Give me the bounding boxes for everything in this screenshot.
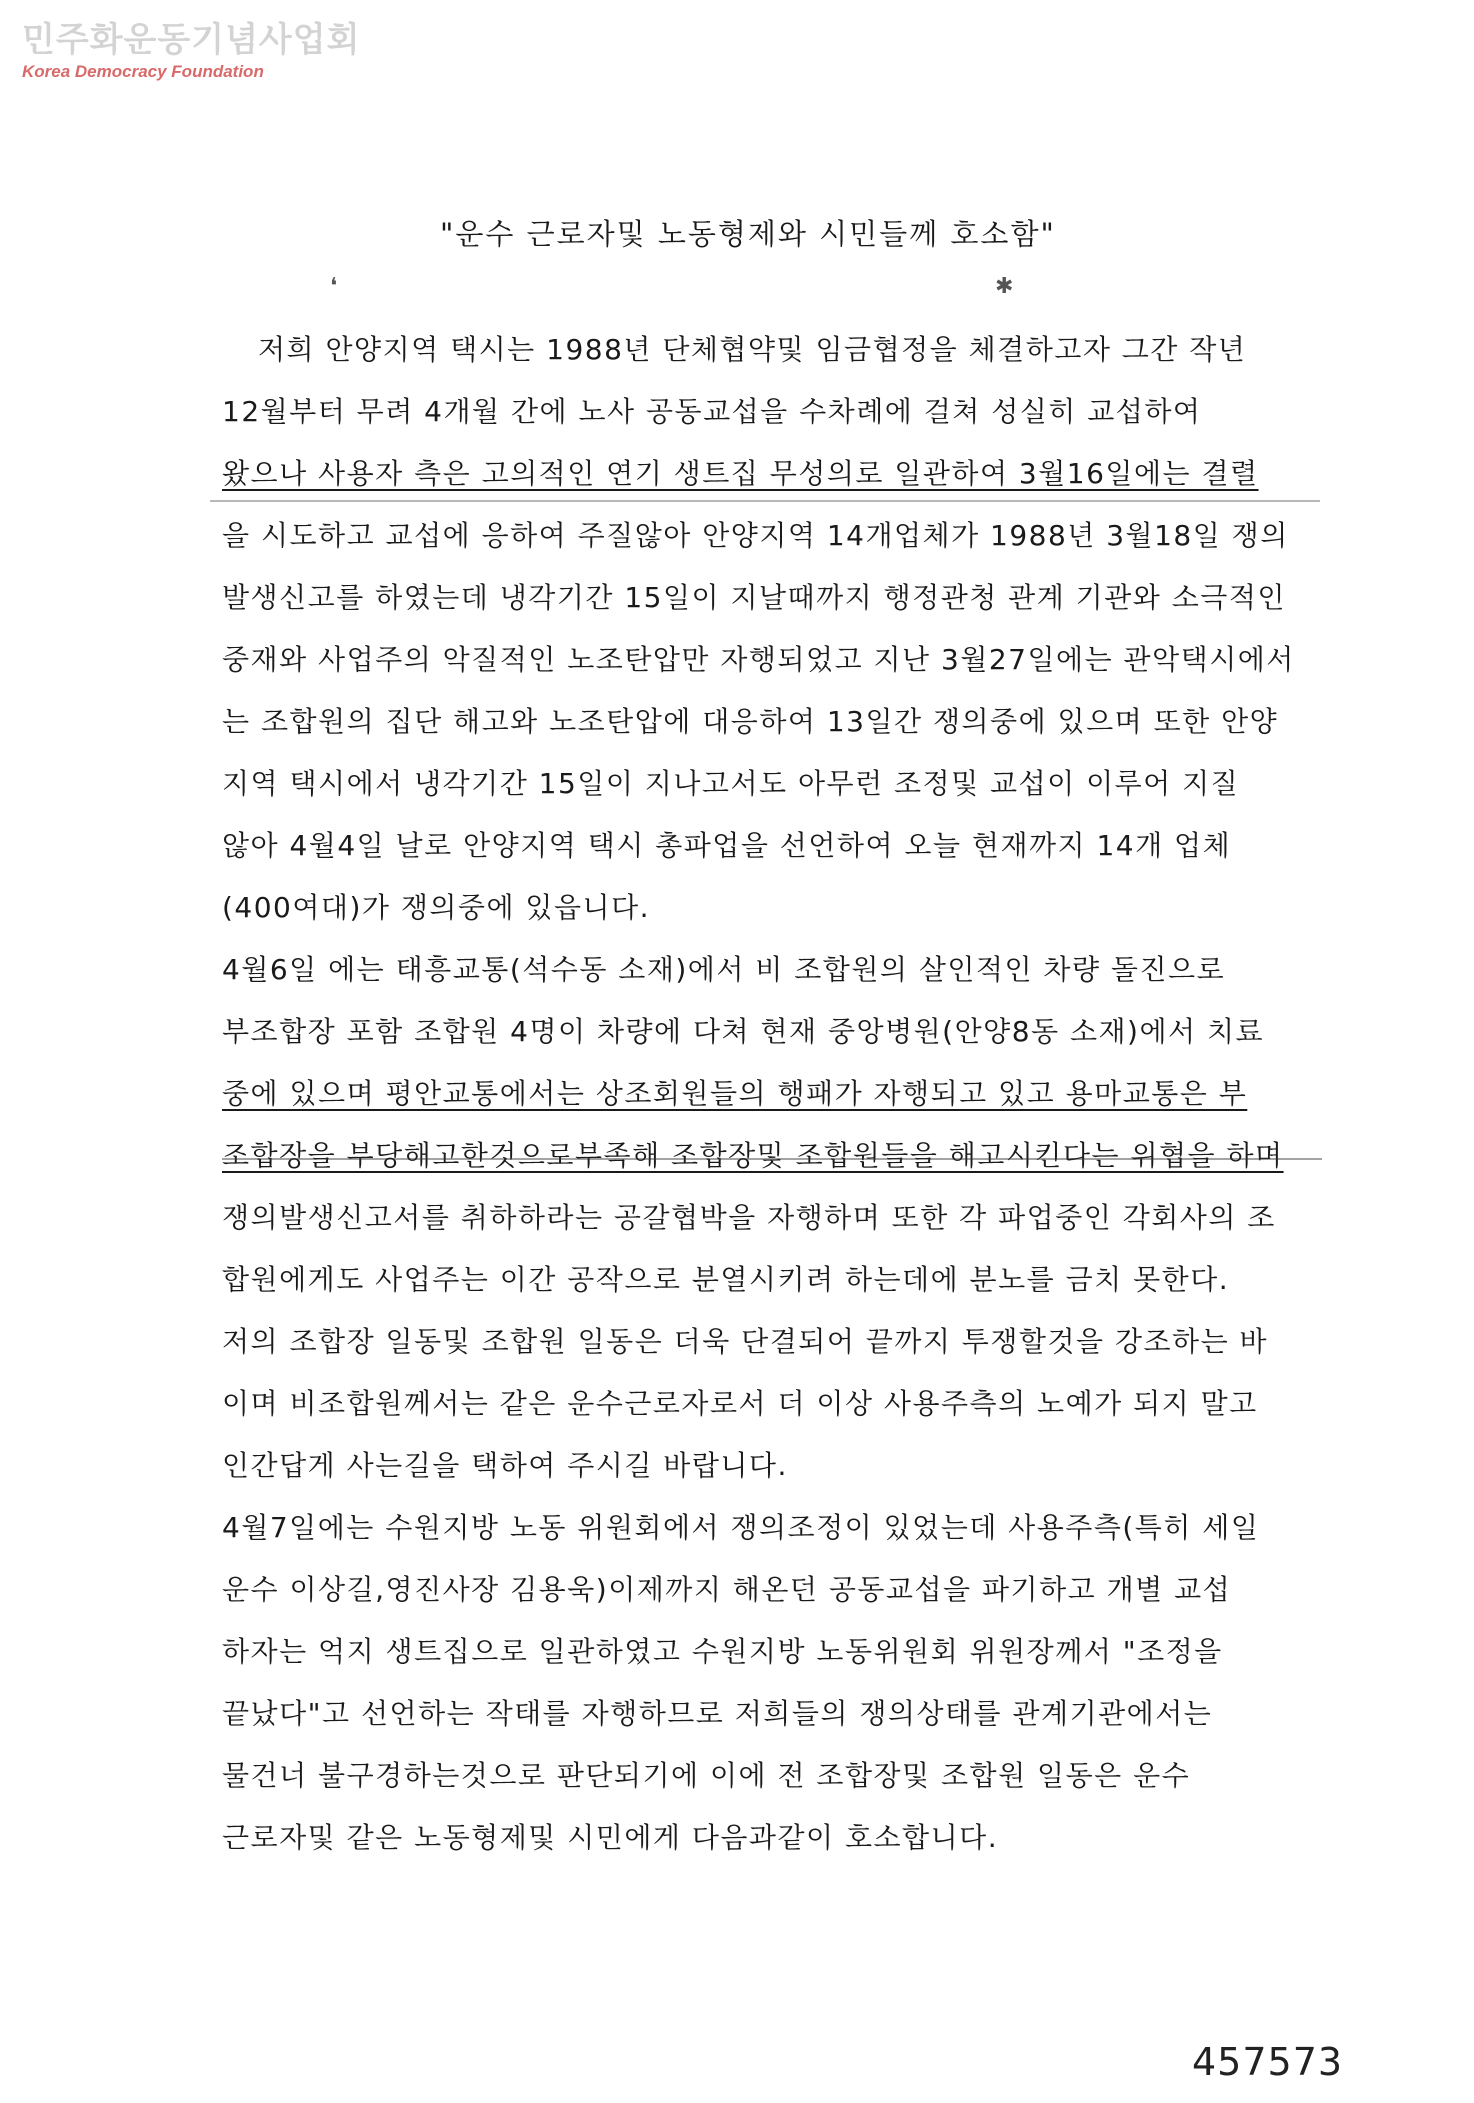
logo-korean-text: 민주화운동기념사업회 [22, 20, 361, 60]
strike-through-mark [222, 1158, 1322, 1160]
body-line-4: 을 시도하고 교섭에 응하여 주질않아 안양지역 14개업체가 1988년 3월18일 쟁의 [222, 519, 1289, 552]
body-line-3: 왔으나 사용자 측은 고의적인 연기 생트집 무성의로 일관하여 3월16일에는 결렬 [222, 457, 1259, 490]
body-line-17: 저의 조합장 일동및 조합원 일동은 더욱 단결되어 끝까지 투쟁할것을 강조하는 바 [222, 1325, 1269, 1358]
body-line-14: 조합장을 부당해고한것으로부족해 조합장및 조합원들을 해고시킨다는 위협을 하며 [222, 1139, 1284, 1172]
scan-mark-left: ❛ [330, 274, 338, 299]
body-line-9: 않아 4월4일 날로 안양지역 택시 총파업을 선언하여 오늘 현재까지 14개 업체 [222, 829, 1232, 862]
body-line-11: 4월6일 에는 태흥교통(석수동 소재)에서 비 조합원의 살인적인 차량 돌진으로 [222, 953, 1226, 986]
body-line-24: 물건너 불구경하는것으로 판단되기에 이에 전 조합장및 조합원 일동은 운수 [222, 1759, 1191, 1792]
body-line-5: 발생신고를 하였는데 냉각기간 15일이 지날때까지 행정관청 관계 기관와 소극적인 [222, 581, 1286, 614]
body-line-7: 는 조합원의 집단 해고와 노조탄압에 대응하여 13일간 쟁의중에 있으며 또한 안양 [222, 705, 1279, 738]
logo-english-text: Korea Democracy Foundation [22, 62, 264, 81]
body-line-23: 끝났다"고 선언하는 작태를 자행하므로 저희들의 쟁의상태를 관계기관에서는 [222, 1697, 1213, 1730]
document-title: "운수 근로자및 노동형제와 시민들께 호소함" [440, 217, 1056, 251]
body-line-20: 4월7일에는 수원지방 노동 위원회에서 쟁의조정이 있었는데 사용주측(특히 세일 [222, 1511, 1260, 1544]
body-line-16: 합원에게도 사업주는 이간 공작으로 분열시키려 하는데에 분노를 금치 못한다. [222, 1263, 1230, 1296]
body-line-15: 쟁의발생신고서를 취하하라는 공갈협박을 자행하며 또한 각 파업중인 각회사의 조 [222, 1201, 1276, 1234]
archive-page-number: 457573 [1192, 2040, 1344, 2084]
body-line-13: 중에 있으며 평안교통에서는 상조회원들의 행패가 자행되고 있고 용마교통은 부 [222, 1077, 1248, 1110]
body-line-1: 저희 안양지역 택시는 1988년 단체협약및 임금협정을 체결하고자 그간 작년 [258, 333, 1247, 366]
scan-smudge [210, 500, 1320, 502]
body-line-21: 운수 이상길,영진사장 김용욱)이제까지 해온던 공동교섭을 파기하고 개별 교섭 [222, 1573, 1232, 1606]
body-line-2: 12월부터 무려 4개월 간에 노사 공동교섭을 수차례에 걸쳐 성실히 교섭하여 [222, 395, 1202, 428]
body-line-18: 이며 비조합원께서는 같은 운수근로자로서 더 이상 사용주측의 노예가 되지 말고 [222, 1387, 1258, 1420]
body-line-10: (400여대)가 쟁의중에 있읍니다. [222, 891, 651, 924]
body-line-25: 근로자및 같은 노동형제및 시민에게 다음과같이 호소합니다. [222, 1821, 999, 1854]
body-line-22: 하자는 억지 생트집으로 일관하였고 수원지방 노동위원회 위원장께서 "조정을 [222, 1635, 1223, 1668]
organization-logo [22, 20, 360, 82]
body-line-12: 부조합장 포함 조합원 4명이 차량에 다쳐 현재 중앙병원(안양8동 소재)에서 치료 [222, 1015, 1265, 1048]
body-line-19: 인간답게 사는길을 택하여 주시길 바랍니다. [222, 1449, 788, 1482]
body-line-8: 지역 택시에서 냉각기간 15일이 지나고서도 아무런 조정및 교섭이 이루어 지질 [222, 767, 1240, 800]
body-line-6: 중재와 사업주의 악질적인 노조탄압만 자행되었고 지난 3월27일에는 관악택시에서 [222, 643, 1295, 676]
scan-mark-right: ✱ [995, 274, 1014, 299]
